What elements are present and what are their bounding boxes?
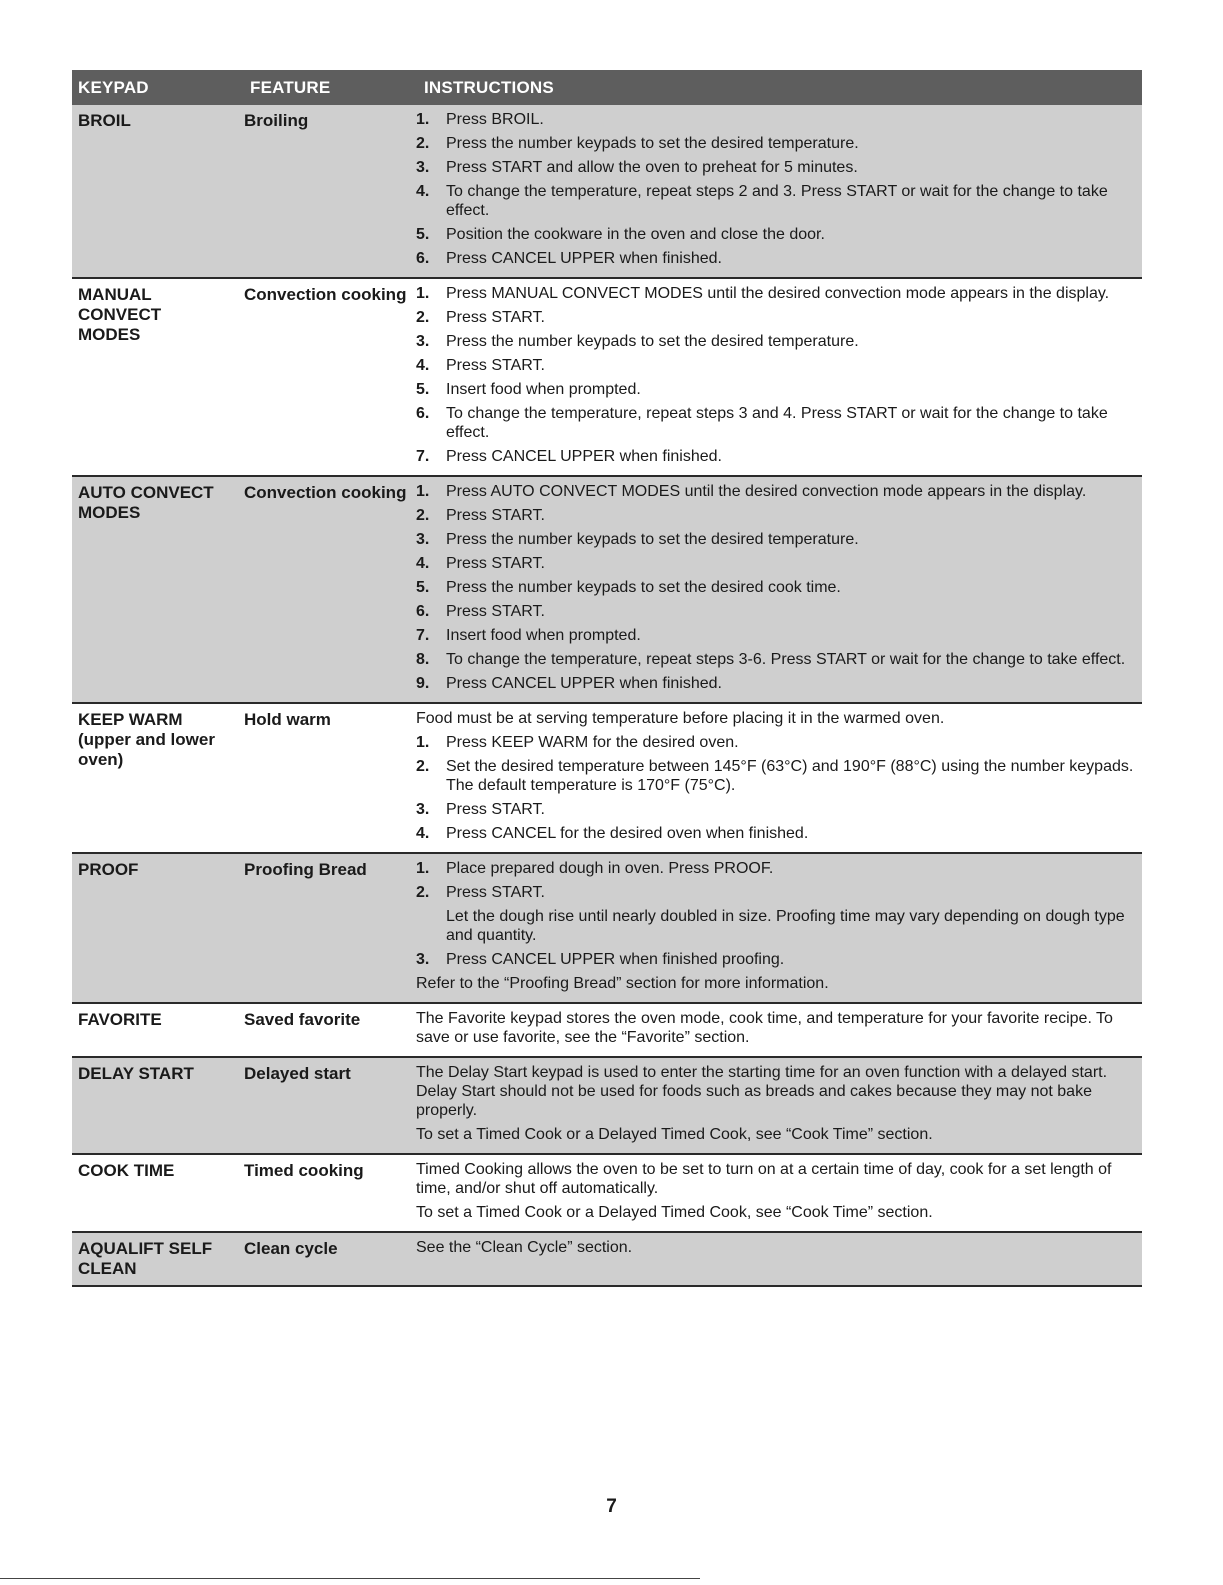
keypad-cell: KEEP WARM (upper and lower oven) — [78, 710, 215, 769]
feature-cell: Clean cycle — [244, 1239, 338, 1258]
table-row-delay-start — [72, 1058, 1142, 1155]
table-row-aqualift — [72, 1233, 1142, 1287]
keypad-cell: AQUALIFT SELF CLEAN — [78, 1239, 213, 1278]
keypad-cell: DELAY START — [78, 1064, 194, 1083]
body-text: Timed Cooking allows the oven to be set to turn on at a certain time of day, cook for a set length of time, and/or shut off automatically. — [416, 1161, 1112, 1197]
table-row-favorite — [72, 1004, 1142, 1058]
step-item: 4. Press START. — [416, 357, 545, 374]
keypad-cell: COOK TIME — [78, 1161, 175, 1180]
instructions-cell — [410, 279, 1142, 475]
header-instructions: INSTRUCTIONS — [424, 77, 554, 97]
step-item: 1. Press BROIL. — [416, 111, 544, 128]
step-item: 3. Press the number keypads to set the desired temperature. — [416, 333, 859, 350]
keypad-cell: FAVORITE — [78, 1010, 162, 1029]
instructions-cell — [410, 704, 1142, 852]
table-row-keep-warm — [72, 704, 1142, 854]
step-item: 2. Press START. — [416, 884, 545, 901]
body-text-secondary: To set a Timed Cook or a Delayed Timed Cook, see “Cook Time” section. — [416, 1204, 933, 1221]
step-item: 2. Press the number keypads to set the desired temperature. — [416, 135, 859, 152]
step-item: 1. Press MANUAL CONVECT MODES until the desired convection mode appears in the display. — [416, 285, 1110, 302]
instructions-cell — [410, 1233, 1142, 1285]
step-item: 3. Press START and allow the oven to preheat for 5 minutes. — [416, 159, 858, 176]
feature-table — [72, 70, 1142, 1287]
outro-text: Refer to the “Proofing Bread” section for more information. — [416, 975, 829, 992]
step-item: 1. Place prepared dough in oven. Press PROOF. — [416, 860, 774, 877]
instructions-cell — [410, 1155, 1142, 1231]
step-item: 5. Insert food when prompted. — [416, 381, 641, 398]
header-feature: FEATURE — [250, 77, 331, 97]
step-item: 5. Press the number keypads to set the desired cook time. — [416, 579, 841, 596]
step-item: 1. Press AUTO CONVECT MODES until the desired convection mode appears in the display. — [416, 483, 1087, 500]
table-row-proof — [72, 854, 1142, 1004]
step-item: 4. Press START. — [416, 555, 545, 572]
step-item: 3. Press the number keypads to set the desired temperature. — [416, 531, 859, 548]
step-item: 7. Press CANCEL UPPER when finished. — [416, 448, 722, 465]
instructions-cell — [410, 1058, 1142, 1153]
instructions-cell — [410, 1004, 1142, 1056]
body-text: See the “Clean Cycle” section. — [416, 1239, 633, 1256]
step-item: 6. Press CANCEL UPPER when finished. — [416, 250, 722, 267]
body-text-secondary: To set a Timed Cook or a Delayed Timed Cook, see “Cook Time” section. — [416, 1126, 933, 1143]
step-item: 4. To change the temperature, repeat steps 2 and 3. Press START or wait for the change to take effect. — [416, 183, 1108, 219]
intro-text: Food must be at serving temperature before placing it in the warmed oven. — [416, 710, 945, 727]
body-text: The Delay Start keypad is used to enter the starting time for an oven function with a delayed start. Delay Start should not be used for foods such as breads and cakes because they may not bake properly. — [416, 1064, 1108, 1119]
feature-cell: Hold warm — [244, 710, 331, 729]
table-row-cook-time — [72, 1155, 1142, 1233]
table-row-manual-convect — [72, 279, 1142, 477]
header-keypad: KEYPAD — [78, 77, 149, 97]
table-row-broil — [72, 105, 1142, 279]
feature-cell: Saved favorite — [244, 1010, 361, 1029]
table-header — [72, 70, 1142, 105]
step-item: 5. Position the cookware in the oven and close the door. — [416, 226, 825, 243]
step-item: 3. Press START. — [416, 801, 545, 818]
step-item: 2. Set the desired temperature between 145°F (63°C) and 190°F (88°C) using the number keypads. The default temperature is 170°F (75°C). — [416, 758, 1134, 794]
keypad-cell: BROIL — [78, 111, 131, 130]
instructions-cell — [410, 105, 1142, 277]
step-item: 6. To change the temperature, repeat steps 3 and 4. Press START or wait for the change to take effect. — [416, 405, 1108, 441]
step-note: Let the dough rise until nearly doubled in size. Proofing time may vary depending on dough type and quantity. — [446, 908, 1125, 944]
step-item: 7. Insert food when prompted. — [416, 627, 641, 644]
feature-cell: Convection cooking — [244, 285, 407, 304]
instructions-cell — [410, 477, 1142, 702]
footer-rule — [0, 1578, 700, 1579]
feature-cell: Broiling — [244, 111, 309, 130]
feature-cell: Proofing Bread — [244, 860, 367, 879]
step-item: 2. Press START. — [416, 507, 545, 524]
keypad-cell: MANUAL CONVECT MODES — [78, 285, 162, 344]
step-item: 1. Press KEEP WARM for the desired oven. — [416, 734, 739, 751]
step-item: 6. Press START. — [416, 603, 545, 620]
page-number: 7 — [606, 1496, 617, 1517]
step-item: 2. Press START. — [416, 309, 545, 326]
table-row-auto-convect — [72, 477, 1142, 704]
feature-cell: Convection cooking — [244, 483, 407, 502]
instructions-cell — [410, 854, 1142, 1002]
keypad-cell: AUTO CONVECT MODES — [78, 483, 214, 522]
keypad-cell: PROOF — [78, 860, 139, 879]
feature-cell: Timed cooking — [244, 1161, 364, 1180]
step-item: 8. To change the temperature, repeat steps 3-6. Press START or wait for the change to take effect. — [416, 651, 1126, 668]
feature-cell: Delayed start — [244, 1064, 351, 1083]
step-item: 4. Press CANCEL for the desired oven when finished. — [416, 825, 809, 842]
step-item: 9. Press CANCEL UPPER when finished. — [416, 675, 722, 692]
body-text: The Favorite keypad stores the oven mode, cook time, and temperature for your favorite recipe. To save or use favorite, see the “Favorite” section. — [416, 1010, 1113, 1046]
step-item: 3. Press CANCEL UPPER when finished proofing. — [416, 951, 785, 968]
